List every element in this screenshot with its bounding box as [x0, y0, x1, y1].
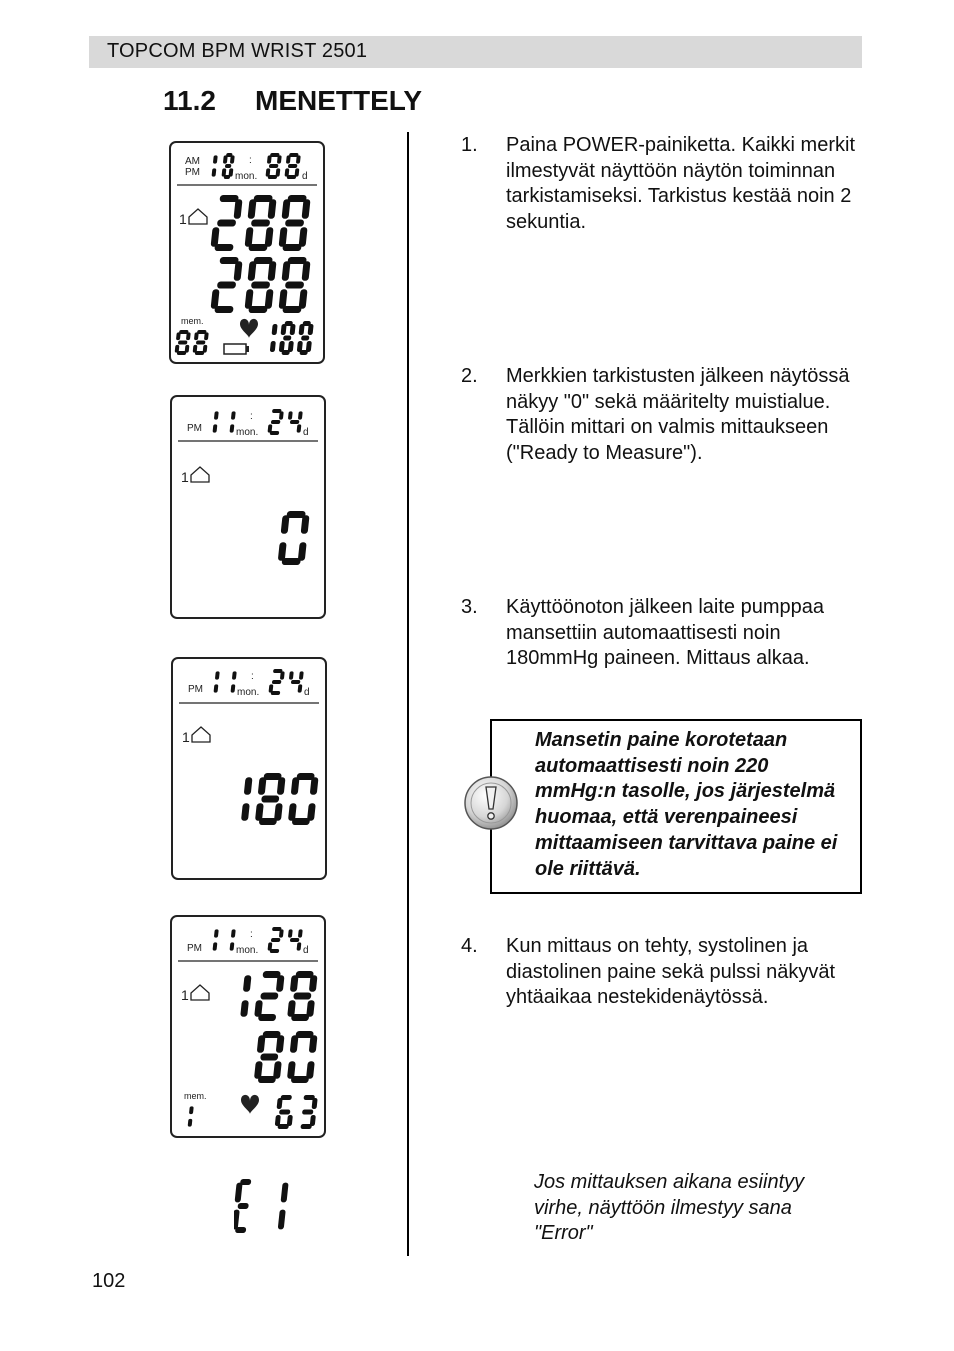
month-unit-label: mon. — [235, 171, 258, 182]
lcd-display-result — [170, 915, 326, 1138]
section-number: 11.2 — [163, 85, 216, 116]
memory-label: mem. — [184, 1091, 207, 1101]
svg-text::: : — [251, 671, 254, 682]
lcd-segment — [235, 1183, 243, 1203]
lcd-segment — [300, 1124, 312, 1129]
section-heading: MENETTELY — [255, 85, 422, 116]
lcd-segment — [214, 306, 233, 313]
lcd-segment — [269, 164, 279, 168]
lcd-segment — [293, 993, 311, 1000]
step-number: 1. — [461, 134, 478, 156]
lcd-segment — [288, 164, 298, 168]
month-unit-label: mon. — [236, 945, 259, 956]
lcd-segment — [271, 420, 281, 424]
lcd-segment — [251, 282, 270, 289]
lcd-digit — [278, 1183, 289, 1230]
lcd-segment — [235, 1227, 246, 1233]
column-divider — [407, 132, 409, 1256]
ampm-label: AM — [185, 156, 200, 167]
lcd-segment — [217, 220, 236, 227]
user-number: 1 — [181, 987, 189, 1003]
lcd-digit — [234, 1179, 251, 1233]
lcd-segment — [272, 680, 282, 684]
lcd-segment — [285, 282, 304, 289]
lcd-display-all-segments — [169, 141, 325, 364]
warning-note-box — [490, 719, 862, 894]
month-unit-label: mon. — [237, 687, 260, 698]
page-number: 102 — [92, 1270, 126, 1292]
lcd-segment — [260, 993, 278, 1000]
lcd-segment — [279, 1110, 291, 1115]
ampm-label: PM — [188, 684, 203, 695]
lcd-segment — [237, 1203, 248, 1209]
step-text: Paina POWER-painiketta. Kaikki merkit ilmestyvät näyttöön näytön toiminnan tarkistamiseksi. Tarkistus kestää noin 2 sekuntia. — [506, 134, 856, 234]
day-unit-label: d — [304, 687, 310, 698]
step-text: Käyttöönoton jälkeen laite pumppaa mansettiin automaattisesti noin 180mmHg paineen. Mittaus alkaa. — [506, 596, 825, 670]
svg-text::: : — [249, 155, 252, 166]
lcd-segment — [291, 680, 301, 684]
lcd-segment — [283, 336, 292, 341]
month-unit-label: mon. — [236, 427, 259, 438]
memory-label: mem. — [181, 316, 204, 326]
warning-note-text: Mansetin paine korotetaan automaattisesti noin 220 mmHg:n tasolle, jos järjestelmä huomaa, että verenpaineesi mittaamiseen tarvittava paine ei ole riittävä. — [535, 729, 838, 880]
header-title: TOPCOM BPM WRIST 2501 — [107, 40, 368, 62]
warning-exclamation-icon — [463, 775, 519, 831]
lcd-display-ready — [170, 395, 326, 619]
user-number: 1 — [179, 211, 187, 227]
lcd-segment — [290, 938, 300, 942]
day-unit-label: d — [302, 171, 308, 182]
lcd-segment — [302, 1110, 314, 1115]
lcd-segment — [278, 1210, 286, 1230]
lcd-segment — [225, 164, 232, 168]
header-bar — [89, 36, 862, 68]
lcd-segment — [196, 341, 206, 345]
error-digits — [234, 1179, 289, 1233]
error-note-text: Jos mittauksen aikana esiintyy virhe, näyttöön ilmestyy sana "Error" — [534, 1171, 805, 1245]
lcd-segment — [270, 431, 280, 435]
lcd-error-code — [234, 1176, 304, 1236]
step-number: 2. — [461, 365, 478, 387]
lcd-segment — [214, 244, 233, 251]
lcd-segment — [271, 938, 281, 942]
step-number: 3. — [461, 596, 478, 618]
step-number: 4. — [461, 935, 478, 957]
ampm-label: PM — [187, 423, 202, 434]
lcd-segment — [261, 796, 279, 803]
day-unit-label: d — [303, 945, 309, 956]
lcd-segment — [260, 1054, 278, 1061]
user-number: 1 — [182, 729, 190, 745]
lcd-segment — [234, 1210, 240, 1230]
ampm-label: PM — [185, 167, 200, 178]
svg-text::: : — [250, 929, 253, 940]
step-text: Merkkien tarkistusten jälkeen näytössä näkyy "0" sekä määritelty muistialue. Tällöin mittari on valmis mittaukseen ("Ready to Measure"). — [506, 365, 850, 465]
ampm-label: PM — [187, 943, 202, 954]
lcd-segment — [290, 420, 300, 424]
svg-text::: : — [250, 411, 253, 422]
lcd-segment — [281, 1183, 289, 1203]
lcd-display-inflating — [171, 657, 327, 880]
lcd-segment — [271, 691, 281, 695]
user-number: 1 — [181, 469, 189, 485]
day-unit-label: d — [303, 427, 309, 438]
section-title — [163, 85, 422, 117]
lcd-segment — [217, 282, 236, 289]
lcd-segment — [178, 341, 188, 345]
lcd-segment — [301, 336, 310, 341]
lcd-segment — [270, 949, 280, 953]
lcd-segment — [258, 1014, 276, 1021]
step-text: Kun mittaus on tehty, systolinen ja diastolinen paine sekä pulssi näkyvät yhtäaikaa nestekidenäytössä. — [506, 935, 836, 1009]
lcd-segment — [251, 220, 270, 227]
lcd-segment — [285, 220, 304, 227]
